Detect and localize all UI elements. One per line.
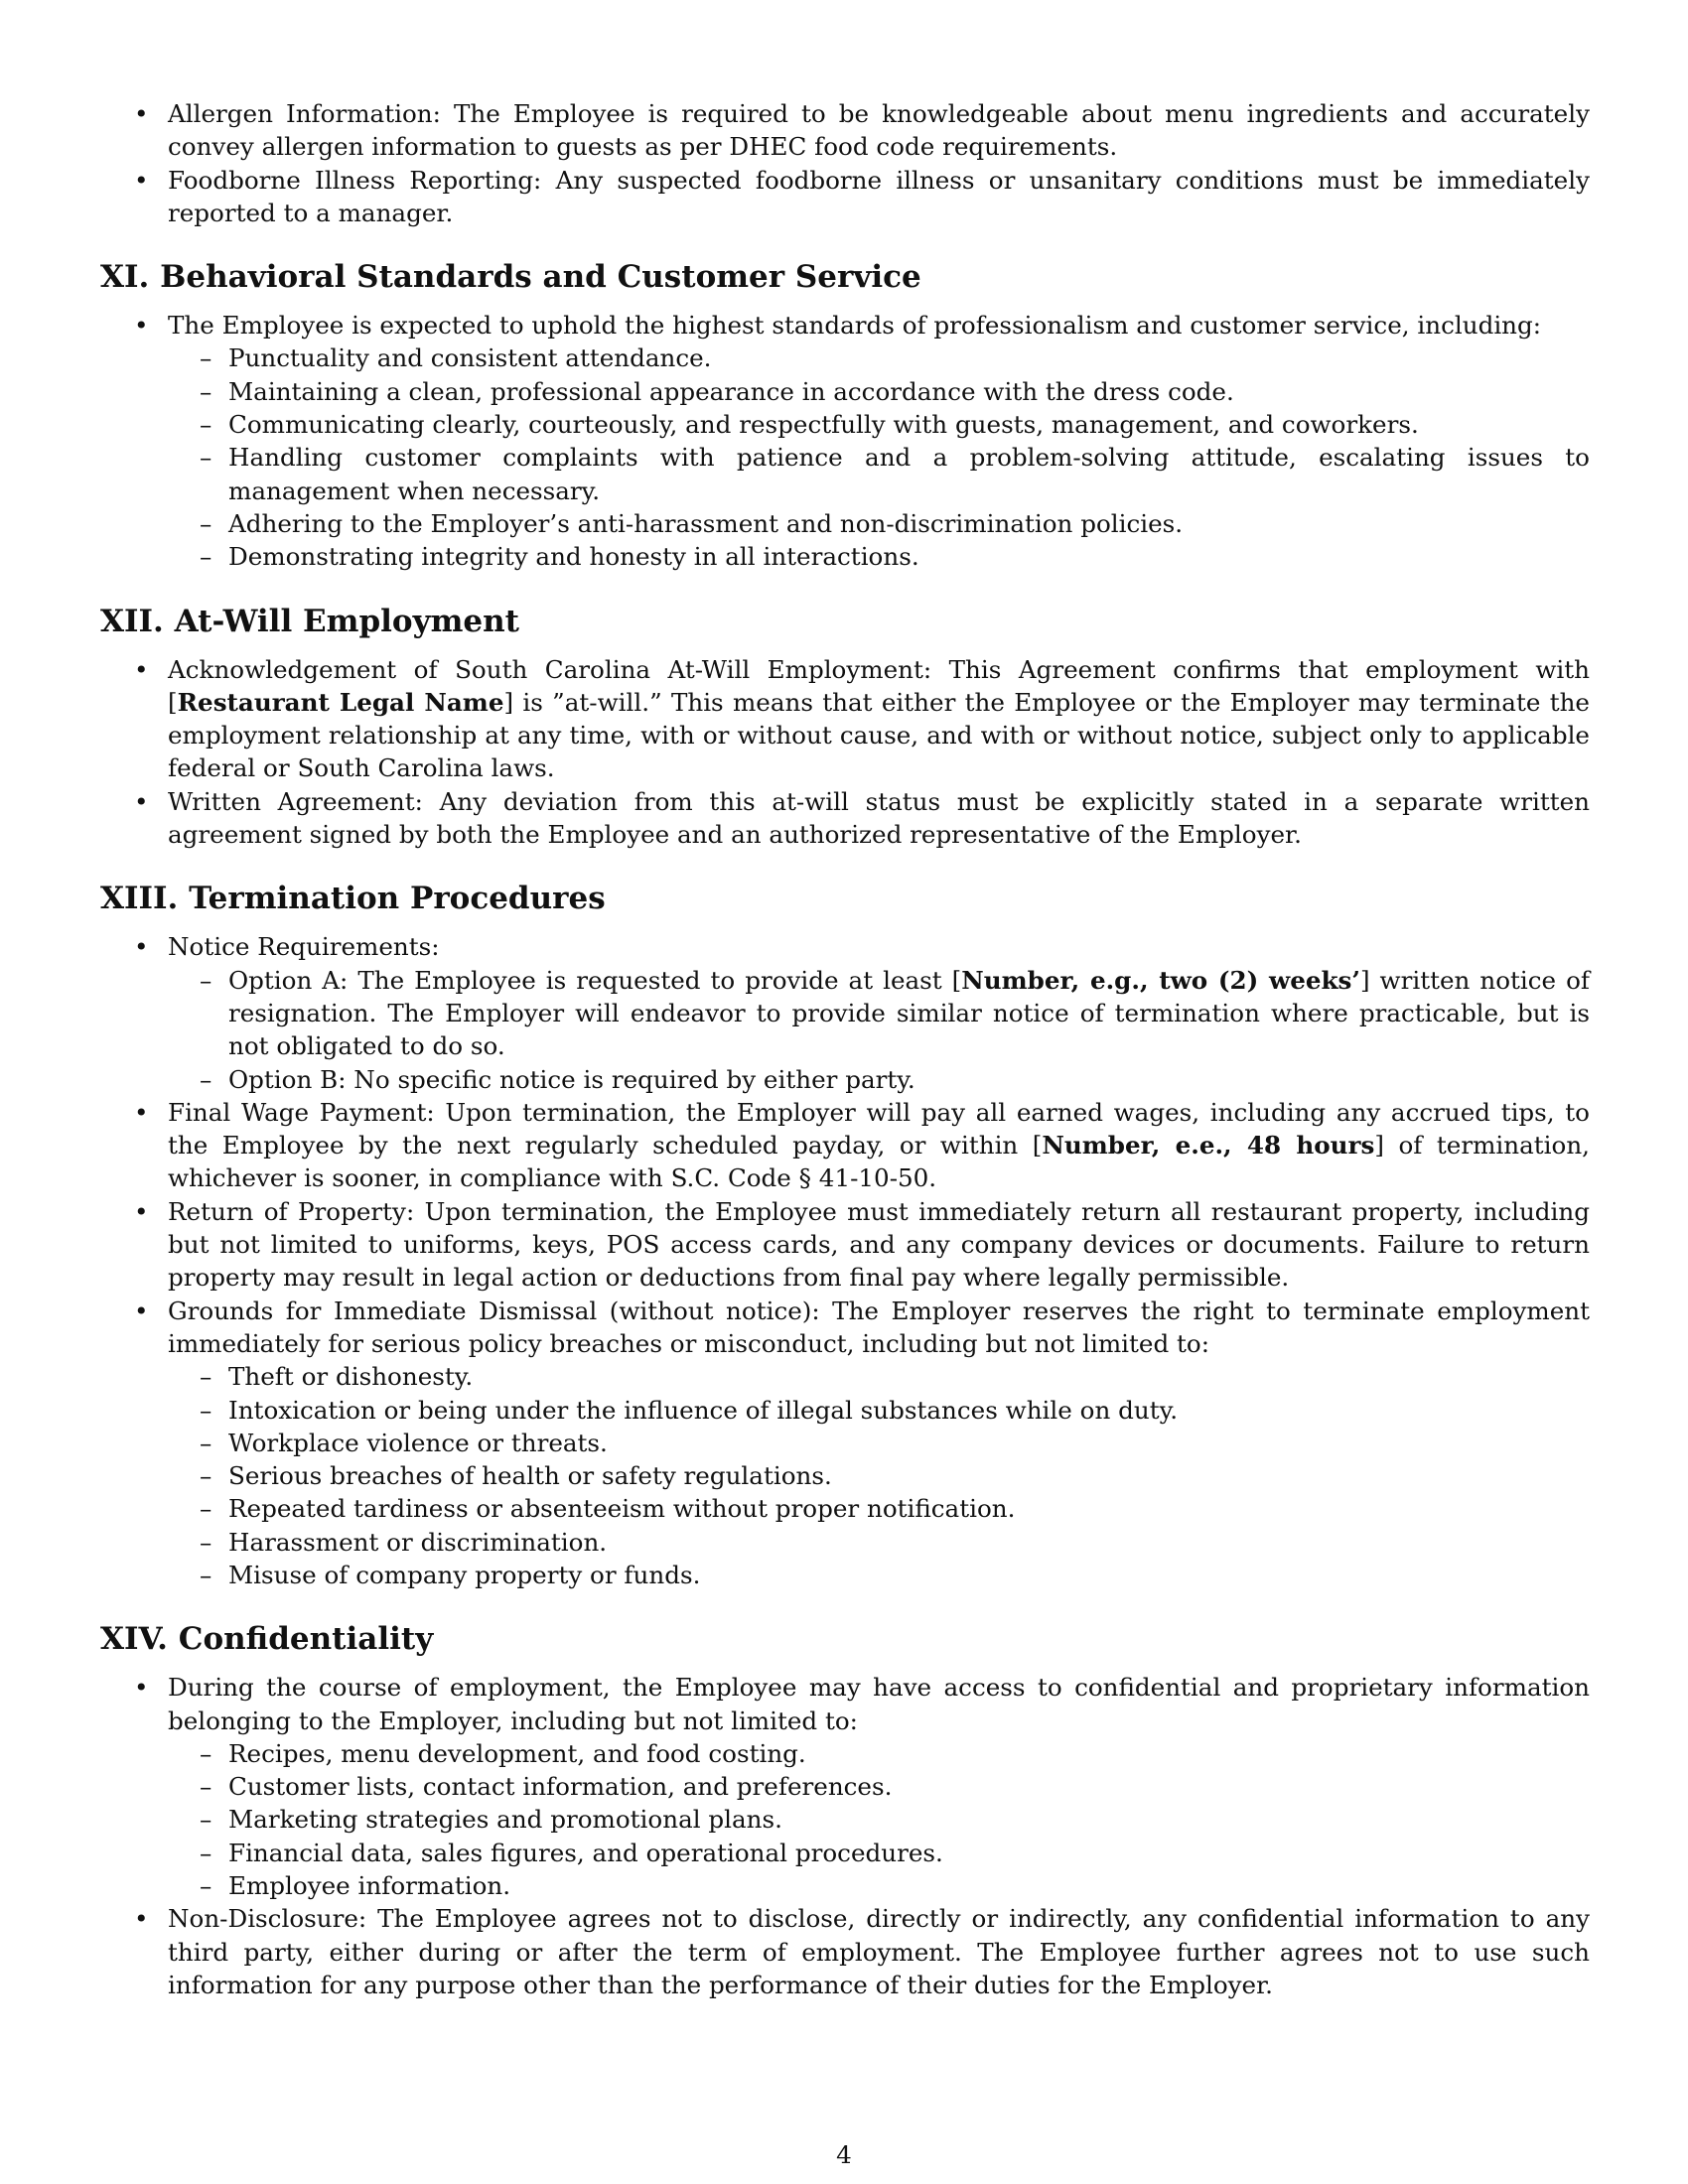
sublist-item: – Marketing strategies and promotional plans. bbox=[168, 1803, 1590, 1836]
confidential-sublist bbox=[168, 1737, 1590, 1902]
sublist-item: – Customer lists, contact information, and preferences. bbox=[168, 1770, 1590, 1803]
sublist-item: – Repeated tardiness or absenteeism without proper notification. bbox=[168, 1492, 1590, 1525]
document-page bbox=[100, 97, 1590, 2001]
sublist-item: – Maintaining a clean, professional appearance in accordance with the dress code. bbox=[168, 375, 1590, 408]
section-xiii-list bbox=[100, 930, 1590, 1591]
sublist-item-option-b: – Option B: No specific notice is required by either party. bbox=[168, 1063, 1590, 1096]
list-item-allergen: • Allergen Information: The Employee is required to be knowledgeable about menu ingredients and accurately convey allergen information to guests as per DHEC food code requirements. bbox=[100, 97, 1590, 164]
section-heading-xiii: XIII. Termination Procedures bbox=[100, 881, 606, 917]
section-xiv-list bbox=[100, 1671, 1590, 2001]
list-item-grounds-dismissal bbox=[100, 1295, 1590, 1592]
section-heading-xi: XI. Behavioral Standards and Customer Service bbox=[100, 259, 921, 296]
sublist-item: – Punctuality and consistent attendance. bbox=[168, 341, 1590, 374]
option-a-pre: Option A: The Employee is requested to provide at least [ bbox=[228, 965, 962, 995]
option-a-post: ] written notice of resignation. The Employer will endeavor to provide similar notice of termination where practicable, but is not obligated to do so. bbox=[228, 965, 1590, 1061]
sublist-item: – Handling customer complaints with patience and a problem-solving attitude, escalating issues to management when necessary. bbox=[168, 441, 1590, 507]
wage-text-pre: Final Wage Payment: Upon termination, the Employer will pay all earned wages, including any accrued tips, to the Employee by the next regularly scheduled payday, or within [ bbox=[168, 1097, 1590, 1160]
section-heading-xii: XII. At-Will Employment bbox=[100, 603, 519, 639]
notice-label: Notice Requirements: bbox=[168, 932, 440, 962]
sublist-item: – Intoxication or being under the influence of illegal substances while on duty. bbox=[168, 1394, 1590, 1427]
list-item-written-agreement: • Written Agreement: Any deviation from this at-will status must be explicitly stated in a separate written agreement signed by both the Employee and an authorized representative of the Employer. bbox=[100, 785, 1590, 852]
list-item-at-will-ack bbox=[100, 653, 1590, 785]
ack-text-pre: Acknowledgement of South Carolina At-Will Employment: This Agreement confirms that employment with [ bbox=[168, 654, 1590, 717]
sublist-item: – Employee information. bbox=[168, 1869, 1590, 1902]
sublist-item: – Adhering to the Employer’s anti-harassment and non-discrimination policies. bbox=[168, 507, 1590, 540]
sublist-item: – Serious breaches of health or safety regulations. bbox=[168, 1459, 1590, 1492]
notice-period-placeholder: Number, e.g., two (2) weeks’ bbox=[961, 965, 1360, 995]
list-item-notice bbox=[100, 930, 1590, 1095]
sublist-item: – Recipes, menu development, and food costing. bbox=[168, 1737, 1590, 1770]
sublist-item-option-a bbox=[168, 964, 1590, 1063]
sublist-item: – Theft or dishonesty. bbox=[168, 1360, 1590, 1393]
list-item-foodborne: • Foodborne Illness Reporting: Any suspected foodborne illness or unsanitary conditions must be immediately reported to a manager. bbox=[100, 164, 1590, 230]
sublist-item: – Misuse of company property or funds. bbox=[168, 1559, 1590, 1591]
confidential-lead-text: During the course of employment, the Employee may have access to confidential and proprietary information belonging to the Employer, including but not limited to: bbox=[168, 1673, 1590, 1735]
sublist-item: – Harassment or discrimination. bbox=[168, 1526, 1590, 1559]
intro-list bbox=[100, 97, 1590, 229]
sublist-item: – Financial data, sales figures, and operational procedures. bbox=[168, 1837, 1590, 1869]
section-xi-list bbox=[100, 309, 1590, 573]
sublist-item: – Communicating clearly, courteously, and respectfully with guests, management, and coworkers. bbox=[168, 408, 1590, 441]
wage-hours-placeholder: Number, e.e., 48 hours bbox=[1042, 1131, 1375, 1160]
behavior-lead-text: The Employee is expected to uphold the highest standards of professionalism and customer service, including: bbox=[168, 311, 1542, 341]
list-item-non-disclosure: • Non-Disclosure: The Employee agrees not to disclose, directly or indirectly, any confidential information to any third party, either during or after the term of employment. The Employee further agrees not to use such information for any purpose other than the performance of their duties for the Employer. bbox=[100, 1902, 1590, 2001]
section-heading-xiv: XIV. Confidentiality bbox=[100, 1621, 434, 1658]
list-item-behavior-lead bbox=[100, 309, 1590, 573]
sublist-item: – Workplace violence or threats. bbox=[168, 1427, 1590, 1459]
list-item-final-wage bbox=[100, 1096, 1590, 1195]
page-number: 4 bbox=[836, 2140, 852, 2169]
grounds-sublist bbox=[168, 1360, 1590, 1591]
notice-sublist bbox=[168, 964, 1590, 1096]
wage-text-post: ] of termination, whichever is sooner, in compliance with S.C. Code § 41-10-50. bbox=[168, 1131, 1590, 1193]
list-item-confidential-lead bbox=[100, 1671, 1590, 1902]
behavior-sublist bbox=[168, 341, 1590, 573]
sublist-item: – Demonstrating integrity and honesty in all interactions. bbox=[168, 540, 1590, 573]
list-item-return-property: • Return of Property: Upon termination, the Employee must immediately return all restaurant property, including but not limited to uniforms, keys, POS access cards, and any company devices or documents. Failure to return property may result in legal action or deductions from final pay where legally permissible. bbox=[100, 1195, 1590, 1295]
ack-text-post: ] is ”at-will.” This means that either the Employee or the Employer may terminate the employment relationship at any time, with or without cause, and with or without notice, subject only to applicable federal or South Carolina laws. bbox=[168, 687, 1590, 783]
restaurant-name-placeholder: Restaurant Legal Name bbox=[177, 687, 504, 717]
section-xii-list bbox=[100, 653, 1590, 852]
grounds-text: Grounds for Immediate Dismissal (without notice): The Employer reserves the right to terminate employment immediately for serious policy breaches or misconduct, including but not limited to: bbox=[168, 1296, 1590, 1358]
